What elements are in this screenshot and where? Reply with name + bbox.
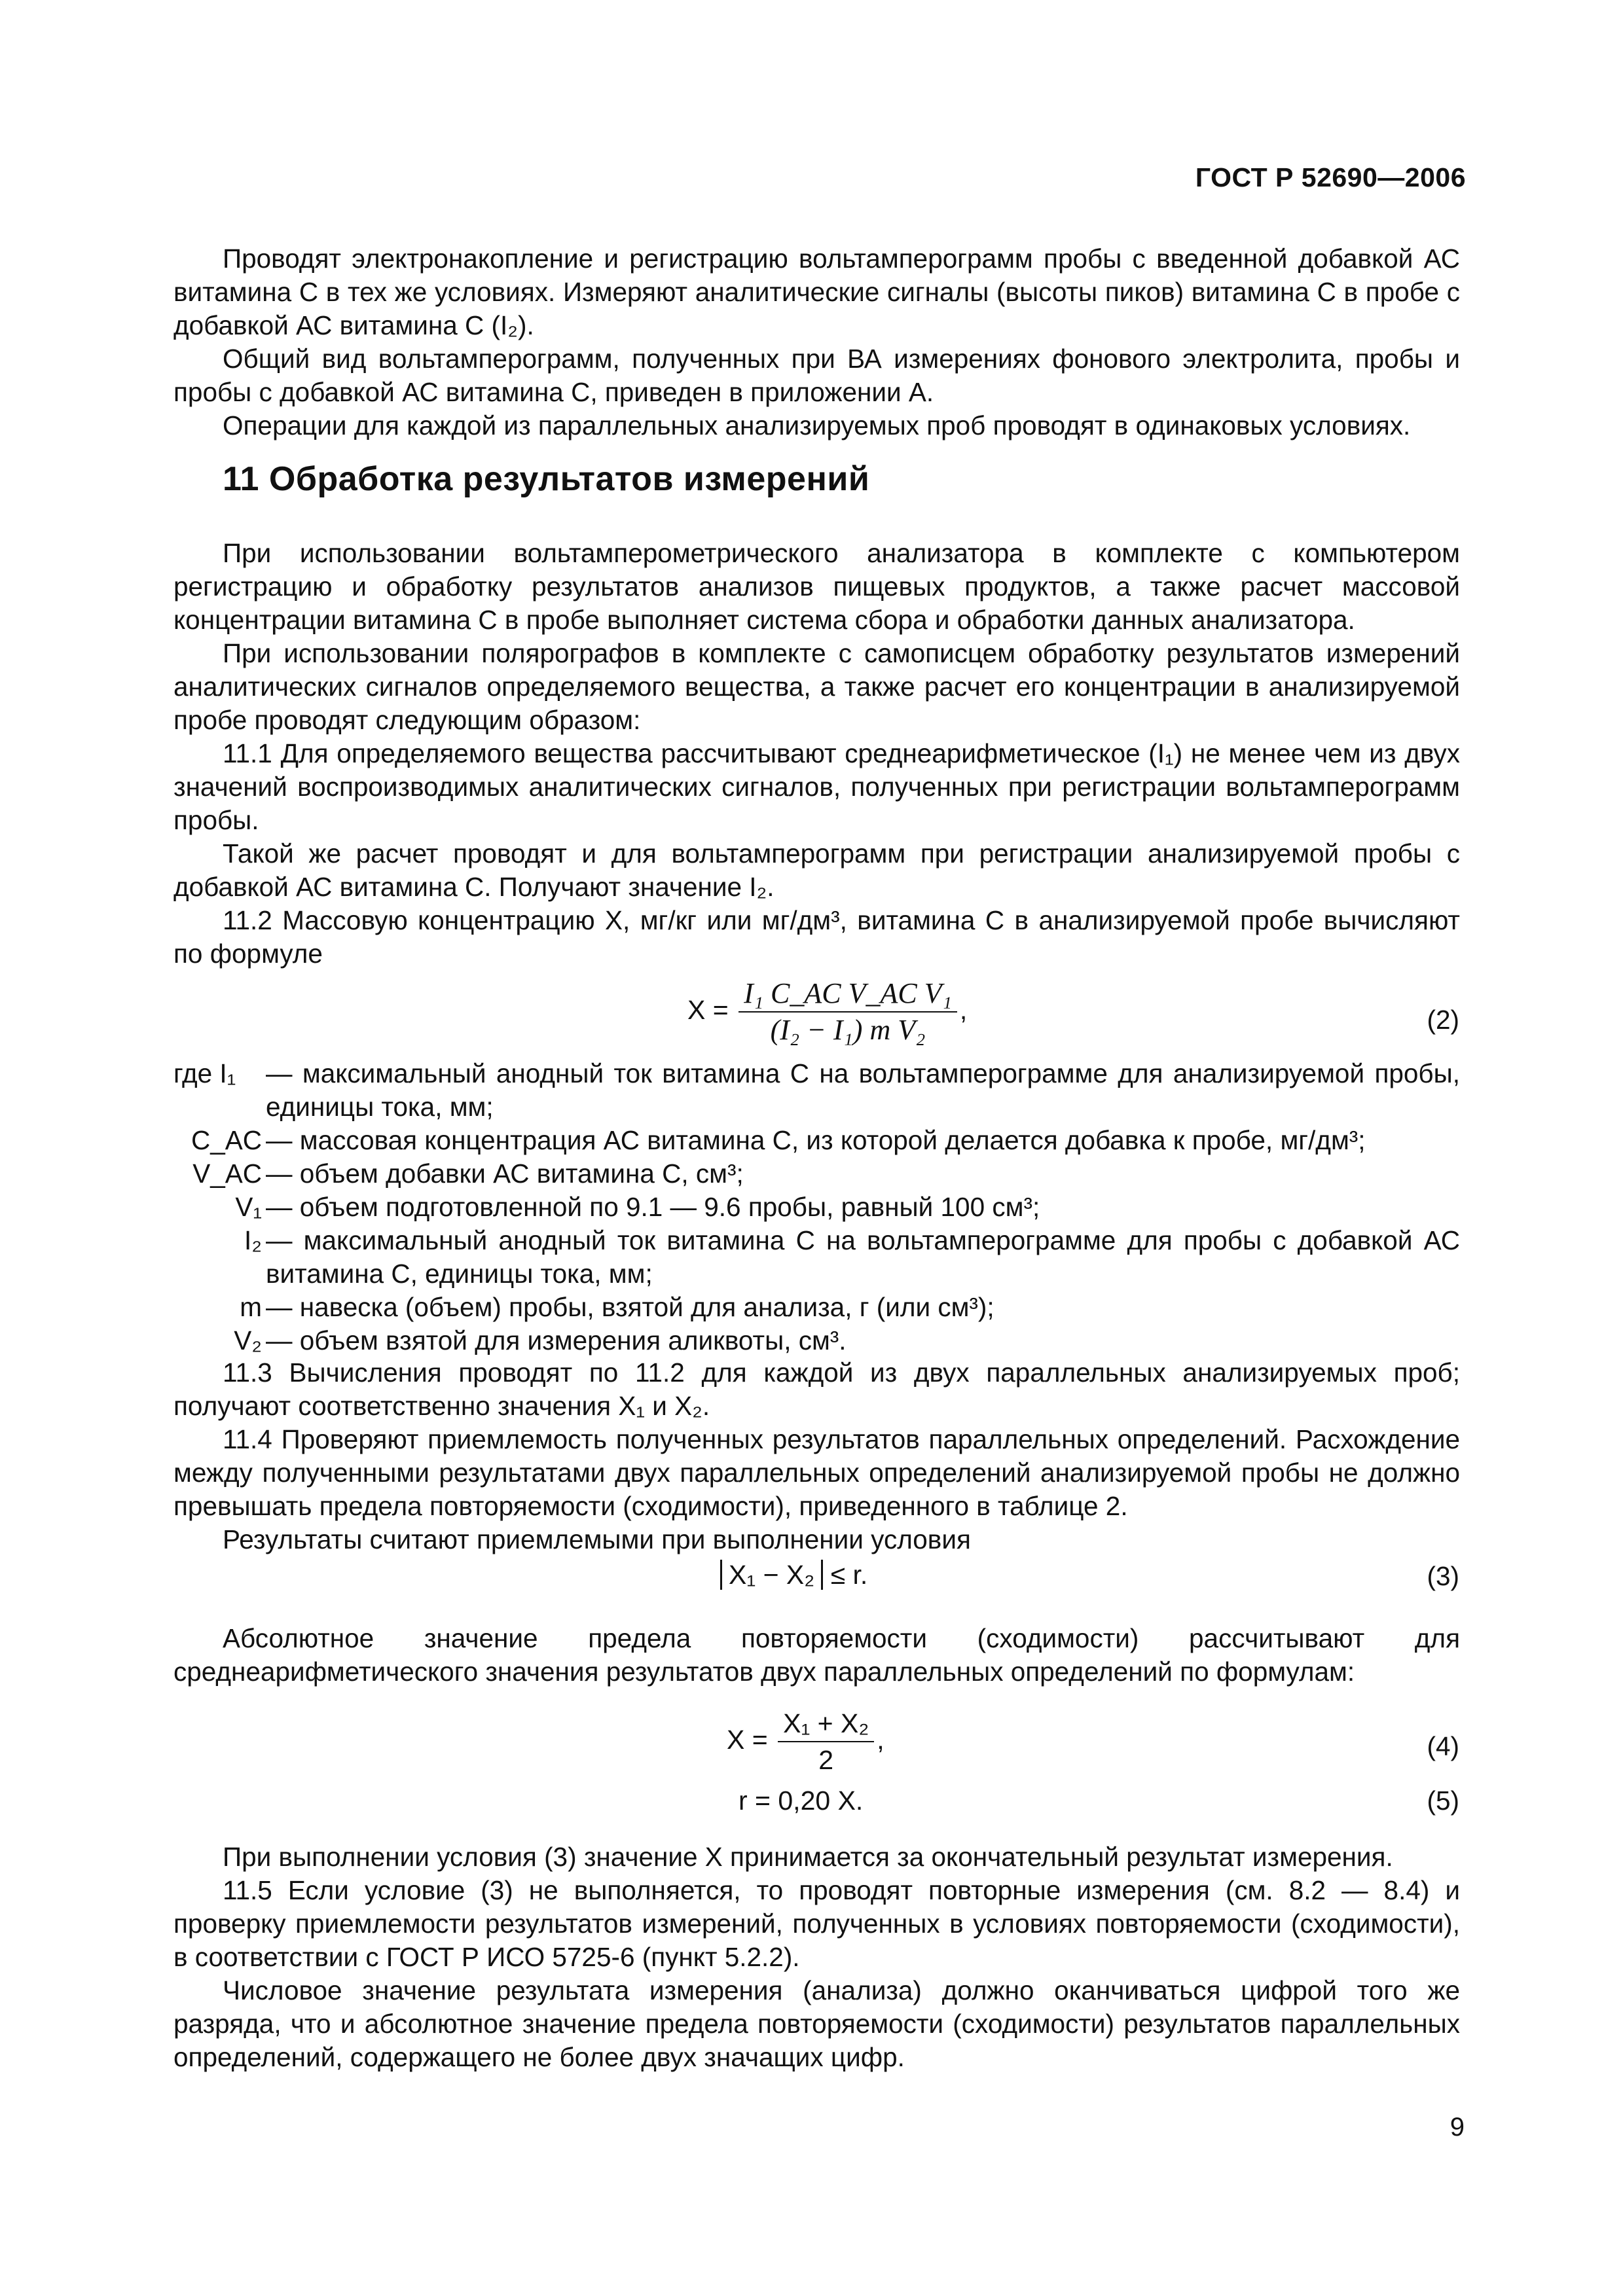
legend-description: — максимальный анодный ток витамина С на вольтамперограмме для анализируемой пробы, единицы тока, мм; [266,1058,1460,1122]
paragraph: Абсолютное значение предела повторяемости (сходимости) рассчитывают для среднеарифметического значения результатов двух параллельных определений по формулам: [173,1623,1460,1687]
symbol-legend [173,1057,1460,1357]
paragraph: Общий вид вольтамперограмм, полученных при ВА измерениях фонового электролита, пробы и пробы с добавкой АС витамина С, приведен в приложении А. [173,344,1460,407]
legend-symbol: V₁ [235,1192,262,1222]
paragraph: При использовании вольтамперометрического анализатора в комплекте с компьютером регистрацию и обработку результатов анализов пищевых продуктов, а также расчет массовой концентрации витамина С в пробе выполняет система сбора и обработки данных анализатора. [173,538,1460,635]
legend-row [173,1324,1460,1357]
after-legend-block [173,1356,1460,1556]
legend-row [173,1157,1460,1191]
equation-number: (4) [1427,1731,1459,1761]
paragraph: 11.3 Вычисления проводят по 11.2 для каждой из двух параллельных анализируемых проб; получают соответственно значения X₁ и X₂. [173,1357,1460,1421]
intro-block [173,242,1460,442]
legend-symbol: m [240,1292,262,1322]
paragraph: Операции для каждой из параллельных анализируемых проб проводят в одинаковых условиях. [223,410,1411,440]
formula-denominator: (I₂ − I₁) m V₂ [770,1014,926,1046]
between-formulas [173,1622,1460,1689]
legend-symbol: C_AC [191,1125,262,1155]
legend-description: — максимальный анодный ток витамина С на вольтамперограмме для пробы с добавкой АС витамина С, единицы тока, мм; [266,1225,1460,1289]
paragraph: При использовании полярографов в комплекте с самописцем обработку результатов измерений аналитических сигналов определяемого вещества, а также расчет его концентрации в анализируемой пробе проводят следующим образом: [173,638,1460,735]
paragraph: Результаты считают приемлемыми при выполнении условия [223,1524,971,1554]
legend-description: — объем подготовленной по 9.1 — 9.6 пробы, равный 100 см³; [266,1192,1040,1222]
legend-description: — навеска (объем) пробы, взятой для анализа, г (или см³); [266,1292,994,1322]
paragraph: 11.5 Если условие (3) не выполняется, то проводят повторные измерения (см. 8.2 — 8.4) и проверку приемлемости результатов измерений, полученных в условиях повторяемости (сходимости), в соответствии с ГОСТ Р ИСО 5725-6 (пункт 5.2.2). [173,1875,1460,1972]
equation-number: (2) [1427,1005,1459,1035]
formula-lhs: X = [727,1724,768,1755]
paragraph: 11.2 Массовую концентрацию X, мг/кг или мг/дм³, витамина С в анализируемой пробе вычисляют по формуле [173,905,1460,969]
formula-tail: , [959,994,968,1025]
formula-numerator: I₁ C_AC V_AC V₁ [739,978,957,1013]
legend-symbol: где I₁ [173,1058,236,1088]
legend-symbol: I₂ [244,1225,262,1255]
formula-3 [720,1560,867,1590]
legend-row [173,1191,1460,1224]
section-body [173,537,1460,971]
page-number: 9 [1450,2113,1465,2142]
formula-tail: , [877,1724,884,1755]
legend-description: — массовая концентрация АС витамина С, из которой делается добавка к пробе, мг/дм³; [266,1125,1366,1155]
legend-row [173,1057,1460,1124]
document-header: ГОСТ Р 52690—2006 [1195,162,1466,192]
paragraph: Проводят электронакопление и регистрацию вольтамперограмм пробы с введенной добавкой АС витамина С в тех же условиях. Измеряют аналитические сигналы (высоты пиков) витамина С в пробе с добавкой АС витамина С (I₂). [173,243,1460,340]
legend-row [173,1291,1460,1324]
equation-number: (3) [1427,1561,1459,1591]
paragraph: Такой же расчет проводят и для вольтамперограмм при регистрации анализируемой пробы с добавкой АС витамина С. Получают значение I₂. [173,838,1460,902]
paragraph: Числовое значение результата измерения (анализа) должно оканчиваться цифрой того же разряда, что и абсолютное значение предела повторяемости (сходимости) результатов параллельных определений, содержащего не более двух значащих цифр. [173,1975,1460,2072]
formula-fraction [739,978,957,1045]
formula-rest: ≤ r. [830,1560,868,1590]
paragraph: При выполнении условия (3) значение X принимается за окончательный результат измерения. [223,1842,1393,1872]
formula-numerator: X₁ + X₂ [778,1708,874,1742]
equation-number: (5) [1427,1785,1459,1816]
legend-description: — объем взятой для измерения аликвоты, см³. [266,1325,847,1355]
legend-row [173,1224,1460,1291]
absolute-value-expression: X₁ − X₂ [720,1560,823,1590]
legend-row [173,1124,1460,1157]
legend-description: — объем добавки АС витамина С, см³; [266,1158,744,1189]
legend-symbol: V_AC [192,1158,262,1189]
formula-2 [687,978,967,1045]
formula-denominator: 2 [818,1745,834,1775]
closing-block [173,1840,1460,2074]
paragraph: 11.4 Проверяют приемлемость полученных результатов параллельных определений. Расхождение между полученными результатами двух параллельных определений анализируемой пробы не должно превышать предела повторяемости (сходимости), приведенного в таблице 2. [173,1424,1460,1521]
formula-fraction [778,1708,874,1775]
legend-symbol: V₂ [234,1325,262,1355]
section-title: 11 Обработка результатов измерений [223,460,870,498]
formula-4 [727,1708,884,1775]
paragraph: 11.1 Для определяемого вещества рассчитывают среднеарифметическое (I₁) не менее чем из двух значений воспроизводимых аналитических сигналов, полученных при регистрации вольтамперограмм пробы. [173,738,1460,835]
formula-lhs: X = [687,994,729,1025]
formula-5: r = 0,20 X. [739,1785,864,1816]
